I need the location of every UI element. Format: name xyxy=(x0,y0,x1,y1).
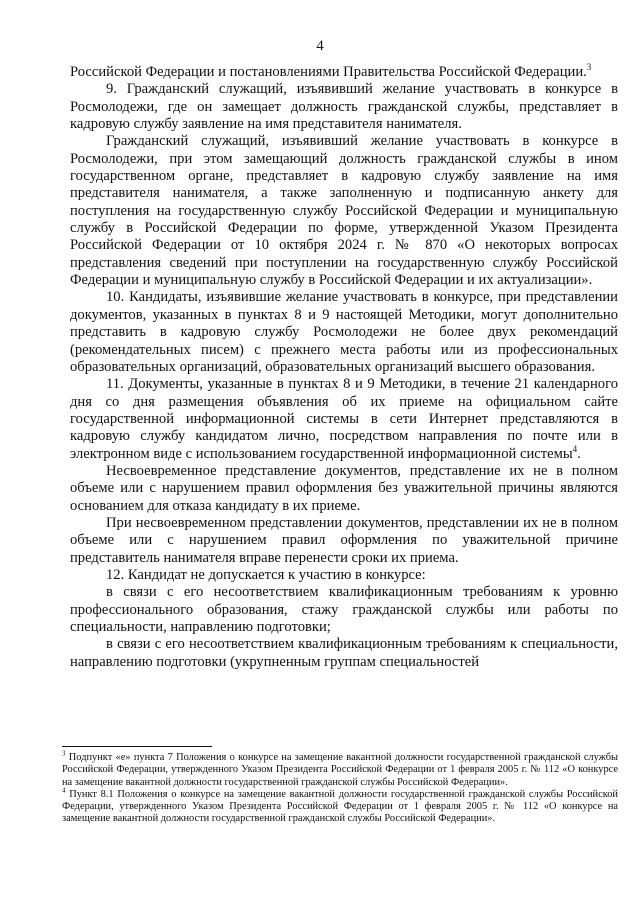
footnote-4 xyxy=(62,786,618,826)
footnote-number: 4 xyxy=(62,786,66,795)
footnote-3 xyxy=(62,749,618,789)
paragraph-item-10: 10. Кандидаты, изъявившие желание участвовать в конкурсе, при представлении документов, указанных в пунктах 8 и 9 настоящей Методики, могут дополнительно представить в кадровую службу Росмолодежи не более двух рекомендаций (рекомендательных писем) с прежнего места работы или из профессиональных образовательных организаций, образовательных организаций высшего образования. xyxy=(70,289,618,375)
page-number: 4 xyxy=(316,38,324,54)
footnote-divider xyxy=(62,746,212,747)
footnote-text: Пункт 8.1 Положения о конкурсе на замещение вакантной должности государственной гражданской службы Российской Федерации, утвержденного Указом Президента Российской Федерации от 1 февраля 2005 г. № 112 «О конкурсе на замещение вакантной должности государственной гражданской службы Российской Федерации». xyxy=(62,788,618,825)
paragraph-item-9: 9. Гражданский служащий, изъявивший желание участвовать в конкурсе в Росмолодежи, где он замещает должность гражданской службы, представляет в кадровую службу заявление на имя представителя нанимателя. xyxy=(70,81,618,133)
paragraph-continuation xyxy=(70,64,618,81)
footnote-ref-4[interactable]: 4 xyxy=(572,443,578,454)
paragraph-text: 11. Документы, указанные в пунктах 8 и 9 Методики, в течение 21 календарного дня со дня размещения объявления об их приеме на официальном сайте государственной информационной системы в сети Интернет представляются в кадровую службу кандидатом лично, посредством направления по почте или в электронном виде с использованием государственной информационной системы xyxy=(70,376,618,462)
paragraph-text: Российской Федерации и постановлениями Правительства Российской Федерации. xyxy=(70,64,587,80)
paragraph-item-11-late: Несвоевременное представление документов, представление их не в полном объеме или с нарушением правил оформления без уважительной причины являются основанием для отказа кандидату в их приеме. xyxy=(70,462,618,514)
footnote-number: 3 xyxy=(62,749,66,758)
paragraph-item-12-b: в связи с его несоответствием квалификационным требованиям к специальности, направлению подготовки (укрупненным группам специальностей xyxy=(70,636,618,670)
paragraph-item-12-a: в связи с его несоответствием квалификационным требованиям к уровню профессионального образования, стажу гражданской службы или работы по специальности, направлению подготовки; xyxy=(70,584,618,635)
paragraph-item-11-valid: При несвоевременном представлении документов, представлении их не в полном объеме или с нарушением правил оформления по уважительной причине представитель нанимателя вправе перенести сроки их приема. xyxy=(70,514,618,566)
footnote-text: Подпункт «е» пункта 7 Положения о конкурсе на замещение вакантной должности государственной гражданской службы Российской Федерации, утвержденного Указом Президента Российской Федерации от 1 февраля 2005 г. № 112 «О конкурсе на замещение вакантной должности государственной гражданской службы Российской Федерации». xyxy=(62,752,618,788)
footnote-ref-3[interactable]: 3 xyxy=(586,62,592,73)
footnotes xyxy=(62,749,618,826)
paragraph-item-12: 12. Кандидат не допускается к участию в конкурсе: xyxy=(106,566,426,583)
paragraph-item-9-cont: Гражданский служащий, изъявивший желание участвовать в конкурсе в Росмолодежи, при этом замещающий должность гражданской службы в ином государственном органе, представляет в кадровую службу заявление на имя представителя нанимателя, а также заполненную и подписанную анкету для поступления на государственную службу Российской Федерации и муниципальную службу в Российской Федерации по форме, утвержденной Указом Президента Российской Федерации от 10 октября 2024 г. № 870 «О некоторых вопросах представления сведений при поступлении на государственную службу Российской Федерации и муниципальную службу в Российской Федерации и их актуализации». xyxy=(70,133,618,289)
document-body xyxy=(70,64,618,671)
paragraph-item-11 xyxy=(70,376,618,463)
punctuation: . xyxy=(577,445,581,462)
